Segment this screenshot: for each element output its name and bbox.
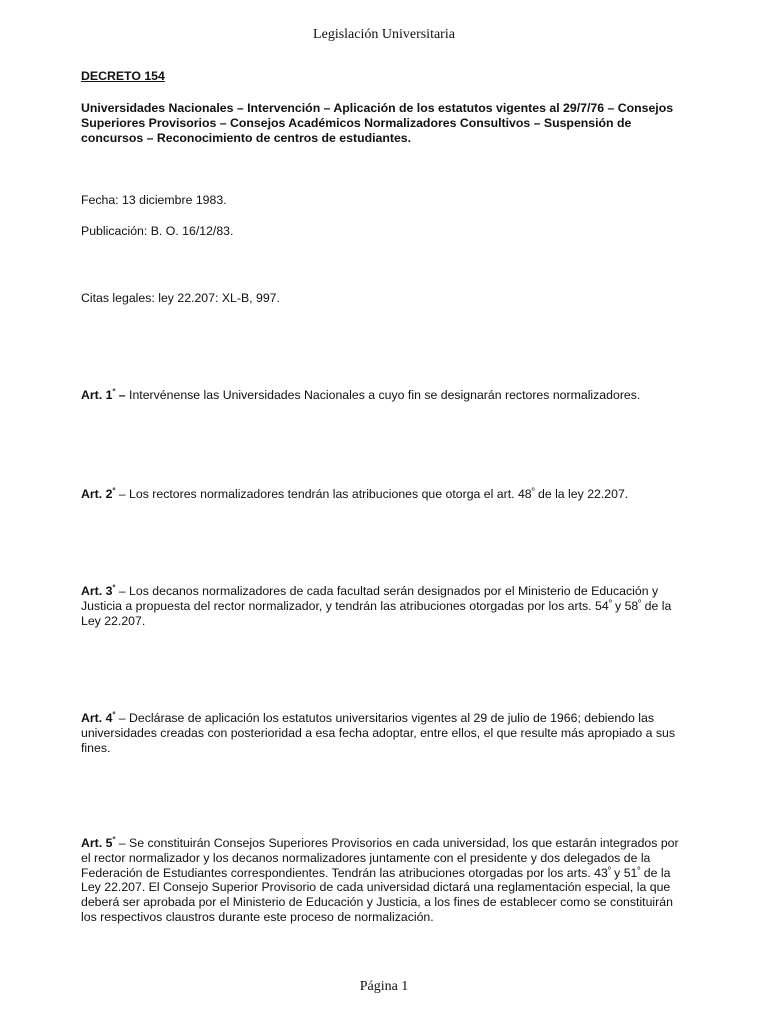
article-3: Art. $3^º$ – Los decanos normalizadores de cada facultad serán designados por el Ministerio de Educación y Justicia a propuesta del rector normalizador, y tendrán las atribuciones otorgadas por los arts. $54^º$ y $58^º$ de la Ley 22.207. [81, 582, 672, 628]
publication-line: Publicación: B. O. 16/12/83. [81, 224, 234, 238]
article-3-text: – Los decanos normalizadores de cada facultad serán designados por el Ministerio de Educación y Justicia a propuesta del rector normalizador, y tendrán las atribuciones otorgadas por los arts. 54 [81, 584, 659, 613]
article-2: Art. $2^º$ – Los rectores normalizadores tendrán las atribuciones que otorga el art. $48^º$ de la ley 22.207. [81, 485, 629, 501]
article-5-text: – Se constituirán Consejos Superiores Provisorios en cada universidad, los que estarán integrados por el rector normalizador y los decanos normalizadores juntamente con el presidente y dos delegados de la Federación de Estudiantes correspondientes. Tendrán las atribuciones otorgadas por los arts. 43 [81, 836, 679, 880]
article-2-label: Art. $2^º$ [81, 485, 116, 501]
article-4-text: – Declárase de aplicación los estatutos universitarios vigentes al 29 de julio de 1966; debiendo las universidades creadas con posterioridad a esa fecha adoptar, entre ellos, el que resulte más apropiado a sus fines. [81, 711, 676, 755]
article-4 [81, 711, 691, 755]
decree-title: DECRETO 154 [81, 69, 165, 83]
article-2-text: – Los rectores normalizadores tendrán las atribuciones que otorga el art. 48 [115, 487, 532, 501]
running-header: Legislación Universitaria [313, 27, 455, 42]
decree-subject: Universidades Nacionales – Intervención – Aplicación de los estatutos vigentes al 29/7/76 – Consejos Superiores Provisorios – Consejos Académicos Normalizadores Consultivos – Suspensión de concursos – Reconocimiento de centros de estudiantes. [81, 101, 674, 145]
date-line: Fecha: 13 diciembre 1983. [81, 193, 227, 207]
article-5-label: Art. $5^º$ [81, 834, 116, 850]
article-1 [81, 388, 691, 403]
page-number: Página 1 [359, 979, 409, 994]
article-4-label: Art. $4^º$ [81, 709, 116, 725]
article-3-label: Art. $3^º$ [81, 582, 116, 598]
legal-citations-line: Citas legales: ley 22.207: XL-B, 997. [81, 291, 280, 305]
article-1-text: Intervénense las Universidades Nacionales a cuyo fin se designarán rectores normalizadores. [125, 388, 641, 402]
article-1-label: Art. $1^º$ – [81, 386, 126, 402]
article-5: Art. $5^º$ – Se constituirán Consejos Superiores Provisorios en cada universidad, los que estarán integrados por el rector normalizador y los decanos normalizadores juntamente con el presidente y dos delegados de la Federación de Estudiantes correspondientes. Tendrán las atribuciones otorgadas por los arts. $43^º$ y $51^º$ de la Ley 22.207. El Consejo Superior Provisorio de cada universidad dictará una reglamentación especial, la que deberá ser aprobada por el Ministerio de Educación y Justicia, a los fines de establecer como se constituirán los respectivos claustros durante este proceso de normalización. [81, 834, 679, 924]
